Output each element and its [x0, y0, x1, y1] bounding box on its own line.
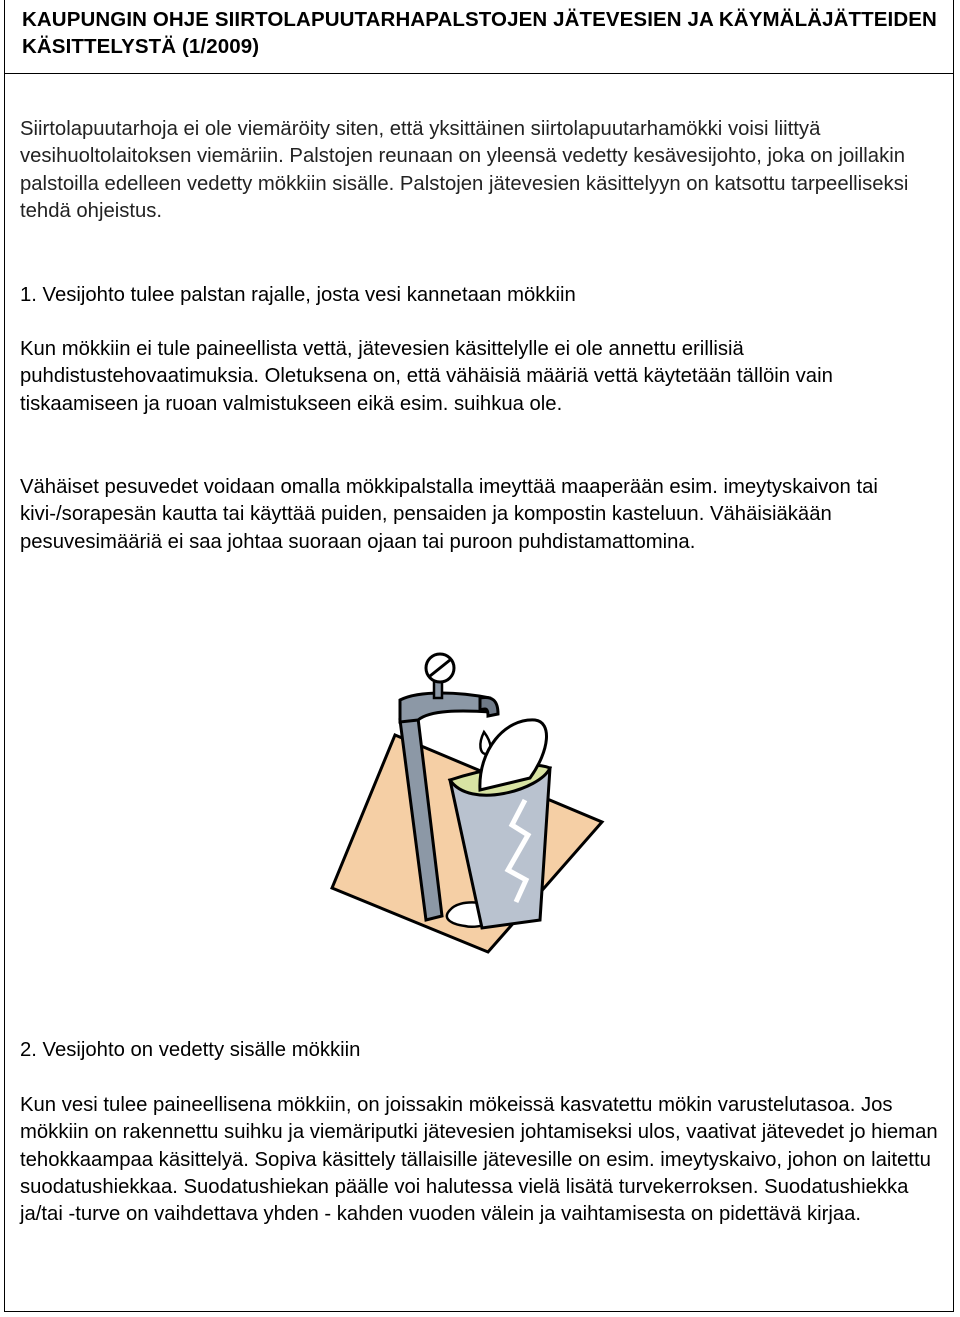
- document-title: KAUPUNGIN OHJE SIIRTOLAPUUTARHAPALSTOJEN JÄTEVESIEN JA KÄYMÄLÄJÄTTEIDEN KÄSITTELYSTÄ (1/2009): [22, 8, 937, 58]
- section-2-paragraph: Kun vesi tulee paineellisena mökkiin, on joissakin mökeissä kasvatettu mökin varustelutasoa. Jos mökkiin on rakennettu suihku ja viemäriputki jätevesien johtamiseksi ulos, vaativat jätevedet jo hieman tehokkaampaa käsittelyä. Sopiva käsittely tällaisille jätevesille on esim. imeytyskaivo, johon on laitettu suodatushiekkaa. Suodatushiekan päälle voi halutessa vielä lisätä turvekerroksen. Suodatushiekka ja/tai -turve on vaihdettava yhden - kahden vuoden välein ja vaihtamisesta on pidettävä kirjaa.: [20, 1094, 938, 1226]
- section-1-heading: 1. Vesijohto tulee palstan rajalle, josta vesi kannetaan mökkiin: [20, 284, 576, 306]
- section-1-paragraph-2: Vähäiset pesuvedet voidaan omalla mökkipalstalla imeyttää maaperään esim. imeytyskaivon tai kivi-/sorapesän kautta tai käyttää puiden, pensaiden ja kompostin kasteluun. Vähäisiäkään pesuvesimääriä ei saa johtaa suoraan ojaan tai puroon puhdistamattomina.: [20, 476, 878, 553]
- section-2-heading: 2. Vesijohto on vedetty sisälle mökkiin: [20, 1039, 361, 1061]
- pipe-horizontal-shape: [400, 693, 492, 722]
- water-tap-bucket-svg: [330, 640, 610, 960]
- faucet-nozzle-shape: [480, 698, 498, 716]
- water-tap-bucket-icon: [330, 640, 610, 960]
- intro-paragraph: Siirtolapuutarhoja ei ole viemäröity siten, että yksittäinen siirtolapuutarhamökki voisi liittyä vesihuoltolaitoksen viemäriin. Palstojen reunaan on yleensä vedetty kesävesijohto, joka on joillakin palstoilla edelleen vedetty mökkiin sisälle. Palstojen jätevesien käsittelyyn on katsottu tarpeelliseksi tehdä ohjeistus.: [20, 118, 909, 222]
- section-1-paragraph-1: Kun mökkiin ei tule paineellista vettä, jätevesien käsittelylle ei ole annettu erillisiä puhdistustehovaatimuksia. Oletuksena on, että vähäisiä määriä vettä käytetään tällöin vain tiskaamiseen ja ruoan valmistukseen eikä esim. suihkua ole.: [20, 338, 833, 415]
